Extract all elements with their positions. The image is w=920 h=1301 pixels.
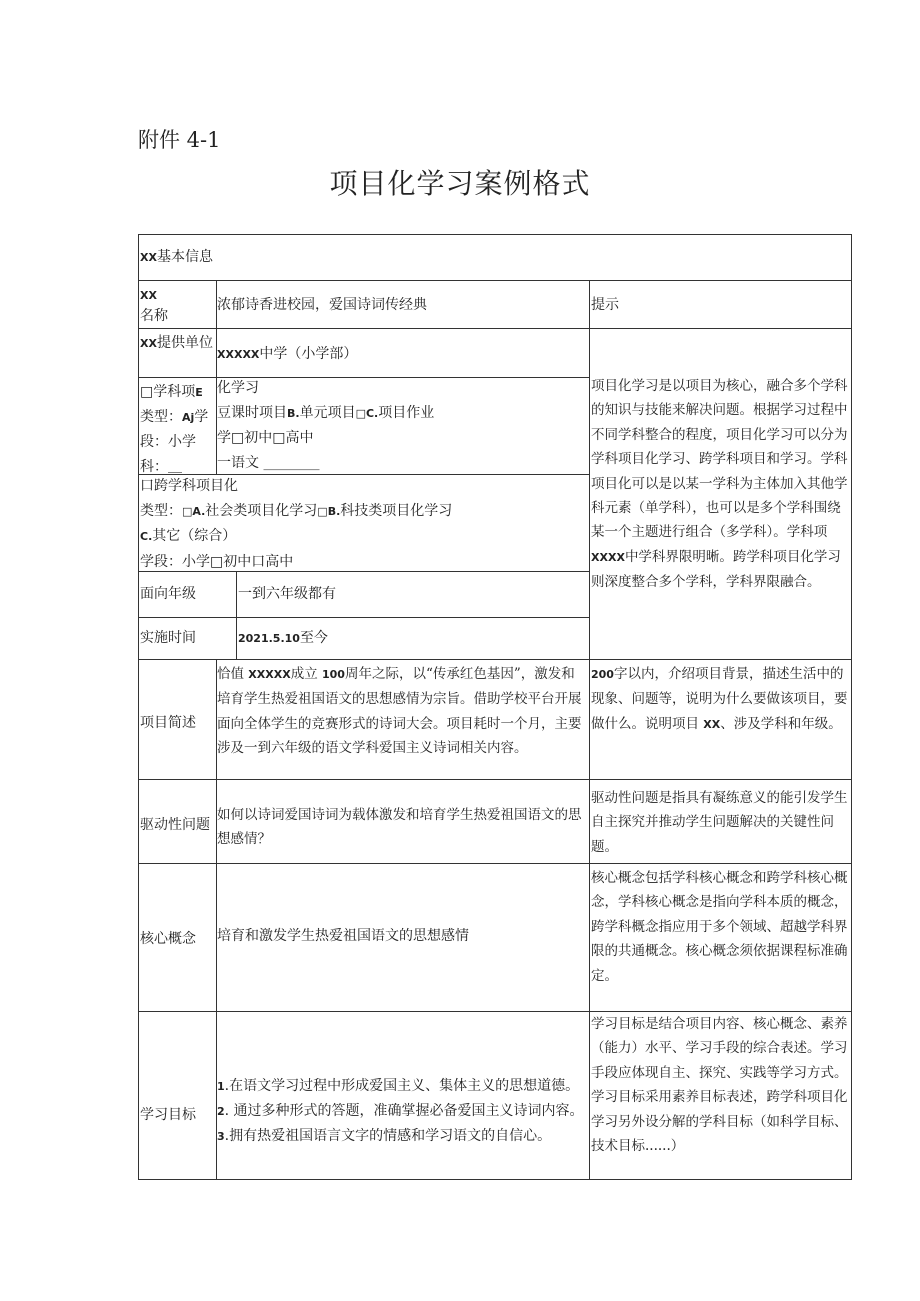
- learning-goals-hint: 学习目标是结合项目内容、核心概念、素养（能力）水平、学习手段的综合表述。学习手段应体现自主、探究、实践等学习方式。学习目标采用素养目标表述，跨学科项目化学习另外设分解的学科目标（如科学目标、技术目标......）: [591, 1016, 848, 1155]
- driving-question-hint: 驱动性问题是指具有凝练意义的能引发学生自主探究并推动学生问题解决的关键性问题。: [591, 790, 848, 855]
- section-header: XX基本信息: [140, 249, 213, 265]
- name-label: XX 名称: [140, 289, 168, 324]
- subject-type-label: □学科项E 类型：Aj学 段：小学 科：＿: [140, 384, 209, 475]
- unit-label: XX提供单位: [140, 335, 213, 351]
- annex-label: 附件 4-1: [138, 128, 221, 152]
- row-label-summary: 项目简述: [140, 715, 196, 731]
- driving-question-content: 如何以诗词爱国诗词为载体激发和培育学生热爱祖国语文的思想感情？: [217, 807, 582, 848]
- document-title: 项目化学习案例格式: [329, 167, 591, 200]
- summary-content: 恰值 XXXXX成立 100周年之际，以“传承红色基因”，激发和培育学生热爱祖国语文的思想感情为宗旨。借助学校平台开展面向全体学生的竞赛形式的诗词大会。项目耗时一个月，主要涉及一到六年级的语文学科爱国主义诗词相关内容。: [217, 666, 582, 757]
- learning-goals-list: [217, 1074, 584, 1149]
- grade-value: 一到六年级都有: [238, 586, 336, 602]
- time-label: 实施时间: [140, 630, 196, 646]
- core-concept-content: 培育和激发学生热爱祖国语文的思想感情: [217, 928, 469, 944]
- goal-item: 1.在语文学习过程中形成爱国主义、集体主义的思想道德。: [217, 1078, 580, 1094]
- project-name: 浓郁诗香进校园，爱国诗词传经典: [217, 297, 427, 313]
- subject-type-options: 化学习 豆课时项目B.单元项目□C.项目作业 学□初中□高中 一语文 ________: [217, 380, 435, 471]
- top-hint: 项目化学习是以项目为核心，融合多个学科的知识与技能来解决问题。根据学习过程中不同学科整合的程度，项目化学习可以分为学科项目化学习、跨学科项目和学习。学科项目化可以是以某一学科为主体加入其他学科元素（单学科），也可以是多个学科围绕某一个主题进行组合（多学科）。学科项XXXX中学科界限明晰。跨学科项目化学习则深度整合多个学科，学科界限融合。: [591, 378, 848, 591]
- row-label-driving-question: 驱动性问题: [140, 817, 210, 833]
- core-concept-hint: 核心概念包括学科核心概念和跨学科核心概念，学科核心概念是指向学科本质的概念，跨学科概念指应用于多个领域、超越学科界限的共通概念。核心概念须依据课程标准确定。: [591, 870, 848, 984]
- cross-subject-block: 口跨学科项目化 类型：□A.社会类项目化学习□B.科技类项目化学习 C.其它（综合） 学段：小学□初中口高中: [140, 478, 453, 570]
- grade-label: 面向年级: [140, 586, 196, 602]
- unit-value: XXXXX中学（小学部）: [217, 346, 358, 362]
- time-value: 2021.5.10至今: [238, 630, 328, 646]
- goal-item: 2. 通过多种形式的答题，准确掌握必备爱国主义诗词内容。: [217, 1103, 584, 1119]
- row-label-learning-goals: 学习目标: [140, 1107, 196, 1123]
- hint-header: 提示: [591, 297, 619, 313]
- case-form-table: [138, 234, 852, 1180]
- row-label-core-concept: 核心概念: [140, 931, 196, 947]
- goal-item: 3.拥有热爱祖国语言文字的情感和学习语文的自信心。: [217, 1128, 552, 1144]
- summary-hint: 200字以内，介绍项目背景，描述生活中的现象、问题等，说明为什么要做该项目，要做什么。说明项目 XX、涉及学科和年级。: [591, 666, 848, 732]
